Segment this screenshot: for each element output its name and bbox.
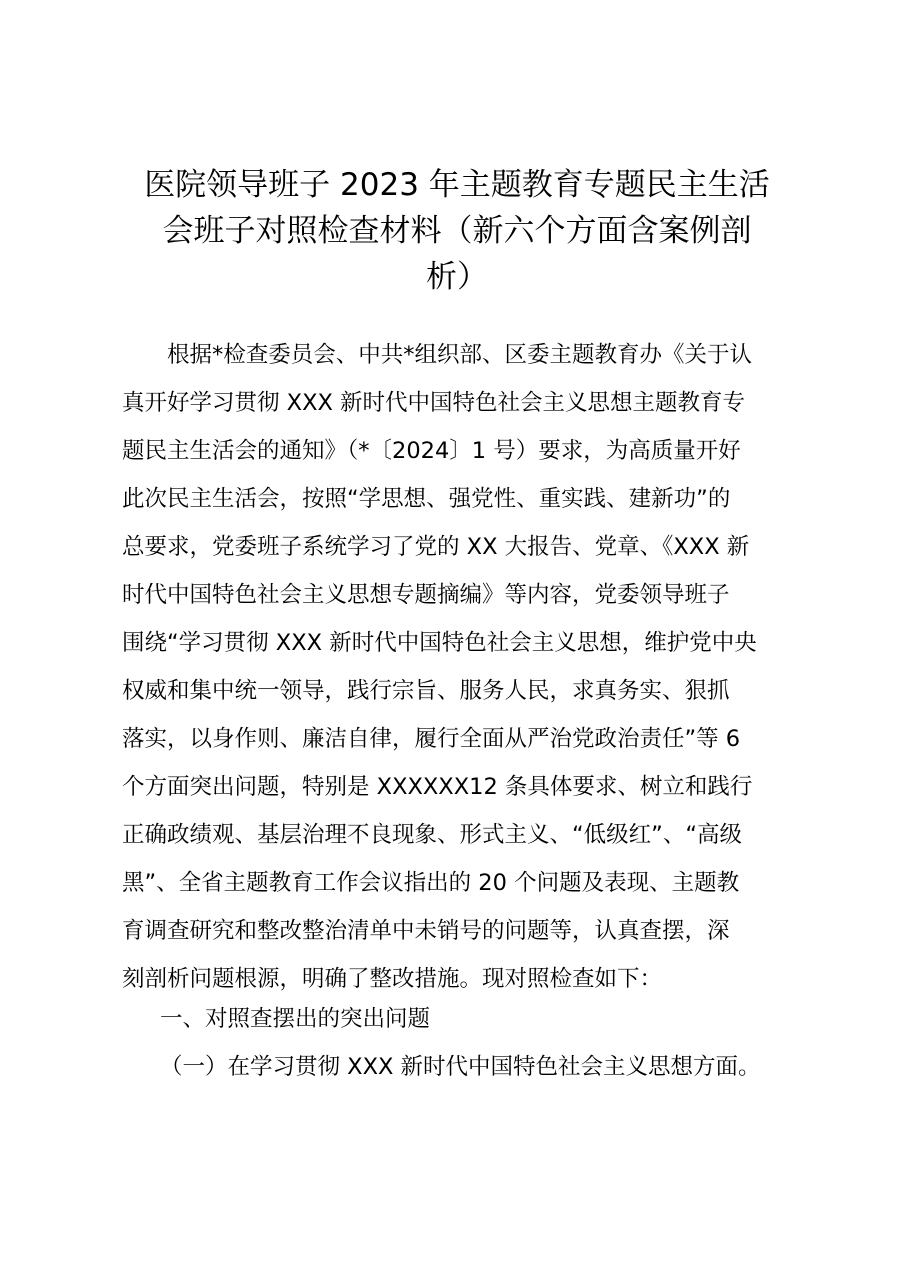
paragraph-line: 根据*检查委员会、中共*组织部、区委主题教育办《关于认 [122, 342, 753, 368]
paragraph-line: 时代中国特色社会主义思想专题摘编》等内容，党委领导班子 [122, 582, 730, 608]
paragraph-line: 正确政绩观、基层治理不良现象、形式主义、“低级红”、“高级 [122, 822, 742, 848]
title-line: 析） [426, 259, 488, 295]
paragraph-line: 个方面突出问题，特别是 XXXXXX12 条具体要求、树立和践行 [122, 774, 753, 800]
paragraph-line: 落实，以身作则、廉洁自律，履行全面从严治党政治责任”等 6 [122, 726, 741, 752]
paragraph-line: 总要求，党委班子系统学习了党的 XX 大报告、党章、《XXX 新 [122, 534, 750, 560]
title-line: 会班子对照检查材料（新六个方面含案例剖 [162, 213, 752, 249]
paragraph-line: 围绕“学习贯彻 XXX 新时代中国特色社会主义思想，维护党中央 [122, 630, 757, 656]
paragraph-line: 权威和集中统一领导，践行宗旨、服务人民，求真务实、狠抓 [122, 678, 730, 704]
section-heading: 一、对照查摆出的突出问题 [160, 1006, 431, 1032]
paragraph-line: 育调查研究和整改整治清单中未销号的问题等，认真查摆，深 [122, 918, 730, 944]
document-title [112, 162, 802, 300]
paragraph-line: 真开好学习贯彻 XXX 新时代中国特色社会主义思想主题教育专 [122, 390, 746, 416]
paragraph-line: 黑”、全省主题教育工作会议指出的 20 个问题及表现、主题教 [122, 870, 740, 896]
title-line: 医院领导班子 2023 年主题教育专题民主生活 [144, 167, 770, 203]
subsection-heading: （一）在学习贯彻 XXX 新时代中国特色社会主义思想方面。 [160, 1054, 761, 1080]
intro-paragraph [122, 331, 802, 1003]
paragraph-line: 刻剖析问题根源，明确了整改措施。现对照检查如下： [122, 966, 663, 992]
paragraph-line: 此次民主生活会，按照“学思想、强党性、重实践、建新功”的 [122, 486, 731, 512]
paragraph-line: 题民主生活会的通知》（*〔2024〕1 号）要求，为高质量开好 [122, 438, 741, 464]
